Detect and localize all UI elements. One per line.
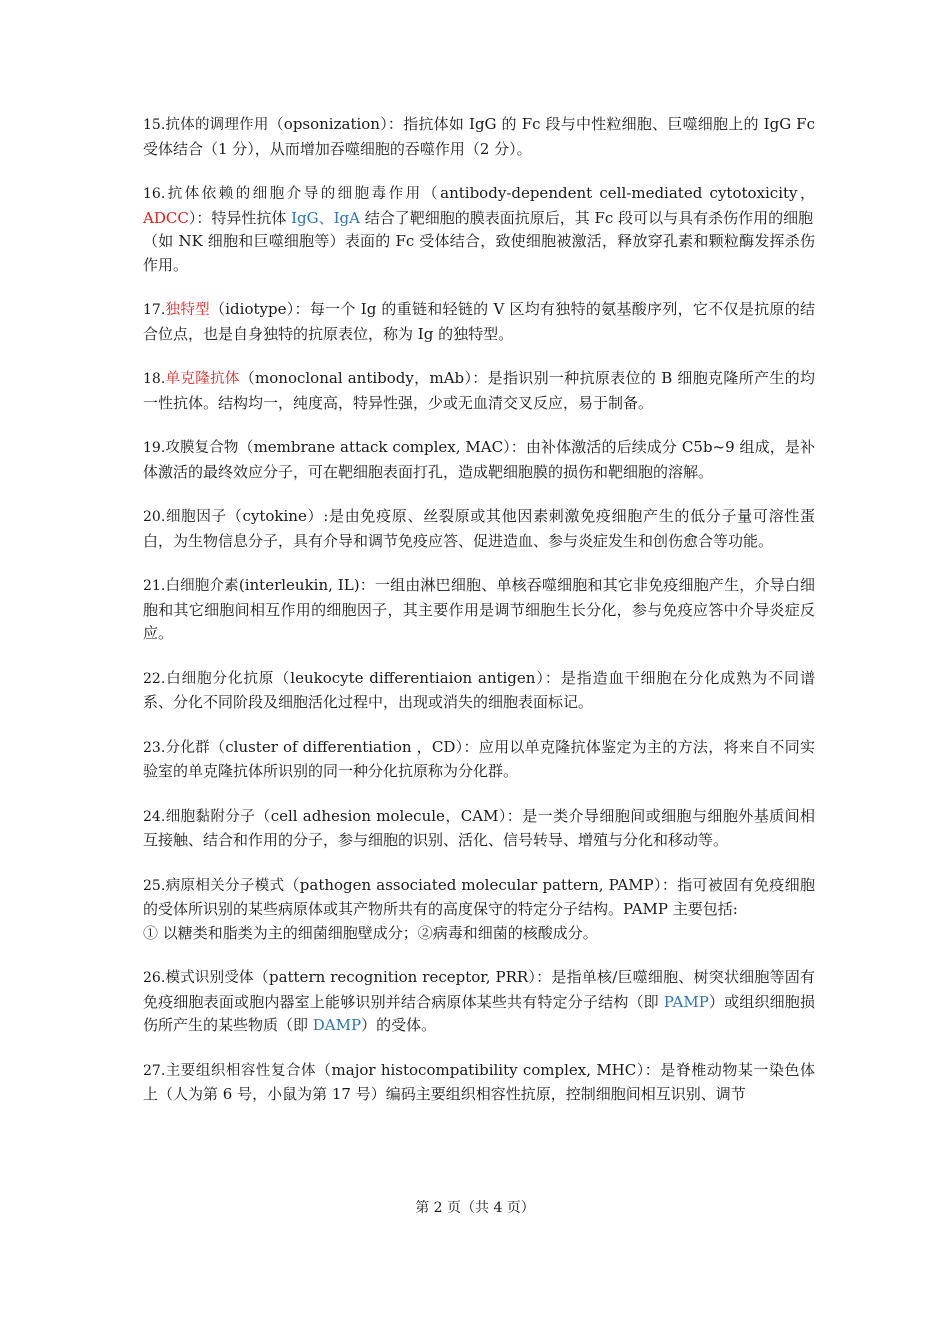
definition-paragraph	[143, 182, 815, 277]
term-heading: 病原相关分子模式	[165, 877, 285, 894]
definition-text: ① 以糖类和脂类为主的细菌细胞壁成分；②病毒和细菌的核酸成分。	[143, 923, 598, 942]
definition-text: （pattern recognition receptor, PRR）：是指单核/巨噬细胞、树突状细胞等固有免疫细胞表面或胞内器室上能够识别并结合病原体某些共有特定分子结构（即	[143, 968, 815, 1011]
highlighted-text: IgG、IgA	[291, 208, 360, 227]
term-heading: 模式识别受体	[165, 970, 254, 986]
definition-text: （membrane attack complex, MAC）：由补体激活的后续成分 C5b~9 组成，是补体激活的最终效应分子，可在靶细胞表面打孔，造成靶细胞膜的损伤和靶细胞的溶解。	[143, 438, 815, 481]
highlighted-text: ADCC	[143, 208, 189, 227]
term-heading: 细胞因子	[165, 509, 227, 525]
definition-text: （pathogen associated molecular pattern, PAMP）：指可被固有免疫细胞的受体所识别的某些病原体或其产物所共有的高度保守的特定分子结构。PAMP 主要包括:	[143, 875, 815, 918]
definition-entry	[143, 667, 815, 715]
definition-entry	[143, 182, 815, 277]
term-heading: 白细胞介素	[165, 578, 239, 594]
highlighted-text: PAMP	[663, 992, 709, 1011]
definition-paragraph	[143, 1059, 815, 1107]
entry-number: 21.	[143, 578, 166, 594]
term-heading: 抗体的调理作用	[165, 117, 269, 133]
term-heading: 主要组织相容性复合体	[165, 1062, 317, 1079]
definition-paragraph	[143, 367, 815, 415]
definition-entry	[143, 805, 815, 853]
entry-number: 15.	[143, 117, 166, 133]
definition-entry	[143, 966, 815, 1038]
definition-text: ）或组织细胞损伤所产生的某些物质（即	[143, 992, 815, 1034]
definition-paragraph	[143, 874, 815, 946]
definition-entry	[143, 874, 815, 946]
entry-number: 26.	[143, 970, 166, 986]
definition-text: （antibody-dependent cell-mediated cytotoxicity，	[422, 184, 815, 202]
definition-text: （如 NK 细胞和巨噬细胞等）表面的 Fc 受体结合，致使细胞被激活，释放穿孔素和颗粒酶发挥杀伤作用。	[143, 232, 815, 274]
definition-paragraph	[143, 805, 815, 853]
definition-paragraph	[143, 667, 815, 715]
definition-text: （monoclonal antibody，mAb）：是指识别一种抗原表位的 B 细胞克隆所产生的均一性抗体。结构均一，纯度高，特异性强，少或无血清交叉反应，易于制备。	[143, 369, 816, 412]
page-footer: 第 2 页（共 4 页）	[415, 1200, 535, 1216]
definition-paragraph	[143, 505, 815, 553]
definition-entry	[143, 298, 815, 346]
term-heading: 单克隆抗体	[165, 371, 240, 387]
definition-text: 结合了靶细胞的膜表面抗原后，其 Fc 段可以与具有杀伤作用的细胞	[359, 208, 814, 227]
definition-entry	[143, 736, 815, 784]
definition-paragraph	[143, 436, 815, 484]
term-heading: 独特型	[165, 302, 210, 318]
definition-entry	[143, 436, 815, 484]
term-heading: 抗体依赖的细胞介导的细胞毒作用	[165, 186, 423, 202]
definition-paragraph	[143, 113, 815, 161]
definition-text: （idiotype）：每一个 Ig 的重链和轻链的 V 区均有独特的氨基酸序列，它不仅是抗原的结合位点，也是自身独特的抗原表位，称为 Ig 的独特型。	[143, 300, 815, 343]
definition-text: （cell adhesion molecule，CAM）：是一类介导细胞间或细胞与细胞外基质间相互接触、结合和作用的分子，参与细胞的识别、活化、信号转导、增殖与分化和移动等。	[143, 806, 815, 849]
definition-entry	[143, 505, 815, 553]
definition-entry	[143, 367, 815, 415]
definition-text: ）的受体。	[361, 1016, 437, 1034]
definition-paragraph	[143, 736, 815, 784]
definition-text: （cytokine）:是由免疫原、丝裂原或其他因素刺激免疫细胞产生的低分子量可溶性蛋白，为生物信息分子，具有介导和调节免疫应答、促进造血、参与炎症发生和创伤愈合等功能。	[143, 507, 816, 550]
definition-entry	[143, 1059, 815, 1107]
definition-entry	[143, 113, 815, 161]
entry-number: 24.	[143, 808, 166, 825]
entry-number: 19.	[143, 440, 166, 456]
entry-number: 16.	[143, 186, 166, 202]
entry-number: 22.	[143, 670, 166, 687]
document-page	[143, 113, 815, 1128]
highlighted-text: DAMP	[312, 1016, 362, 1034]
definition-text: （cluster of differentiation ，CD）：应用以单克隆抗体鉴定为主的方法，将来自不同实验室的单克隆抗体所识别的同一种分化抗原称为分化群。	[143, 737, 815, 780]
definition-entry	[143, 574, 815, 646]
entry-number: 20.	[143, 509, 166, 525]
term-heading: 攻膜复合物	[165, 440, 239, 456]
term-heading: 白细胞分化抗原	[165, 670, 275, 687]
term-heading: 细胞黏附分子	[165, 808, 256, 825]
entry-number: 25.	[143, 877, 166, 894]
definition-text: (interleukin, IL)：一组由淋巴细胞、单核吞噬细胞和其它非免疫细胞产生，介导白细胞和其它细胞间相互作用的细胞因子，其主要作用是调节细胞生长分化，参与免疫应答中介导炎症反应。	[143, 576, 816, 642]
definition-text: ）：特异性抗体	[188, 208, 292, 227]
definition-text: （major histocompatibility complex, MHC）：是脊椎动物某一染色体上（人为第 6 号，小鼠为第 17 号）编码主要组织相容性抗原，控制细胞间相互识别、调节	[143, 1060, 816, 1103]
definition-text: （leukocyte differentiaion antigen）：是指造血干细胞在分化成熟为不同谱系、分化不同阶段及细胞活化过程中，出现或消失的细胞表面标记。	[143, 668, 816, 711]
definition-paragraph	[143, 966, 815, 1038]
entry-number: 18.	[143, 371, 166, 387]
definition-paragraph	[143, 298, 815, 346]
entry-number: 17.	[143, 302, 166, 318]
entry-number: 27.	[143, 1062, 166, 1079]
entry-number: 23.	[143, 739, 166, 756]
term-heading: 分化群	[165, 739, 210, 756]
definition-text: （opsonization）：指抗体如 IgG 的 Fc 段与中性粒细胞、巨噬细胞上的 IgG Fc 受体结合（1 分），从而增加吞噬细胞的吞噬作用（2 分）。	[143, 115, 815, 158]
definition-paragraph	[143, 574, 815, 646]
